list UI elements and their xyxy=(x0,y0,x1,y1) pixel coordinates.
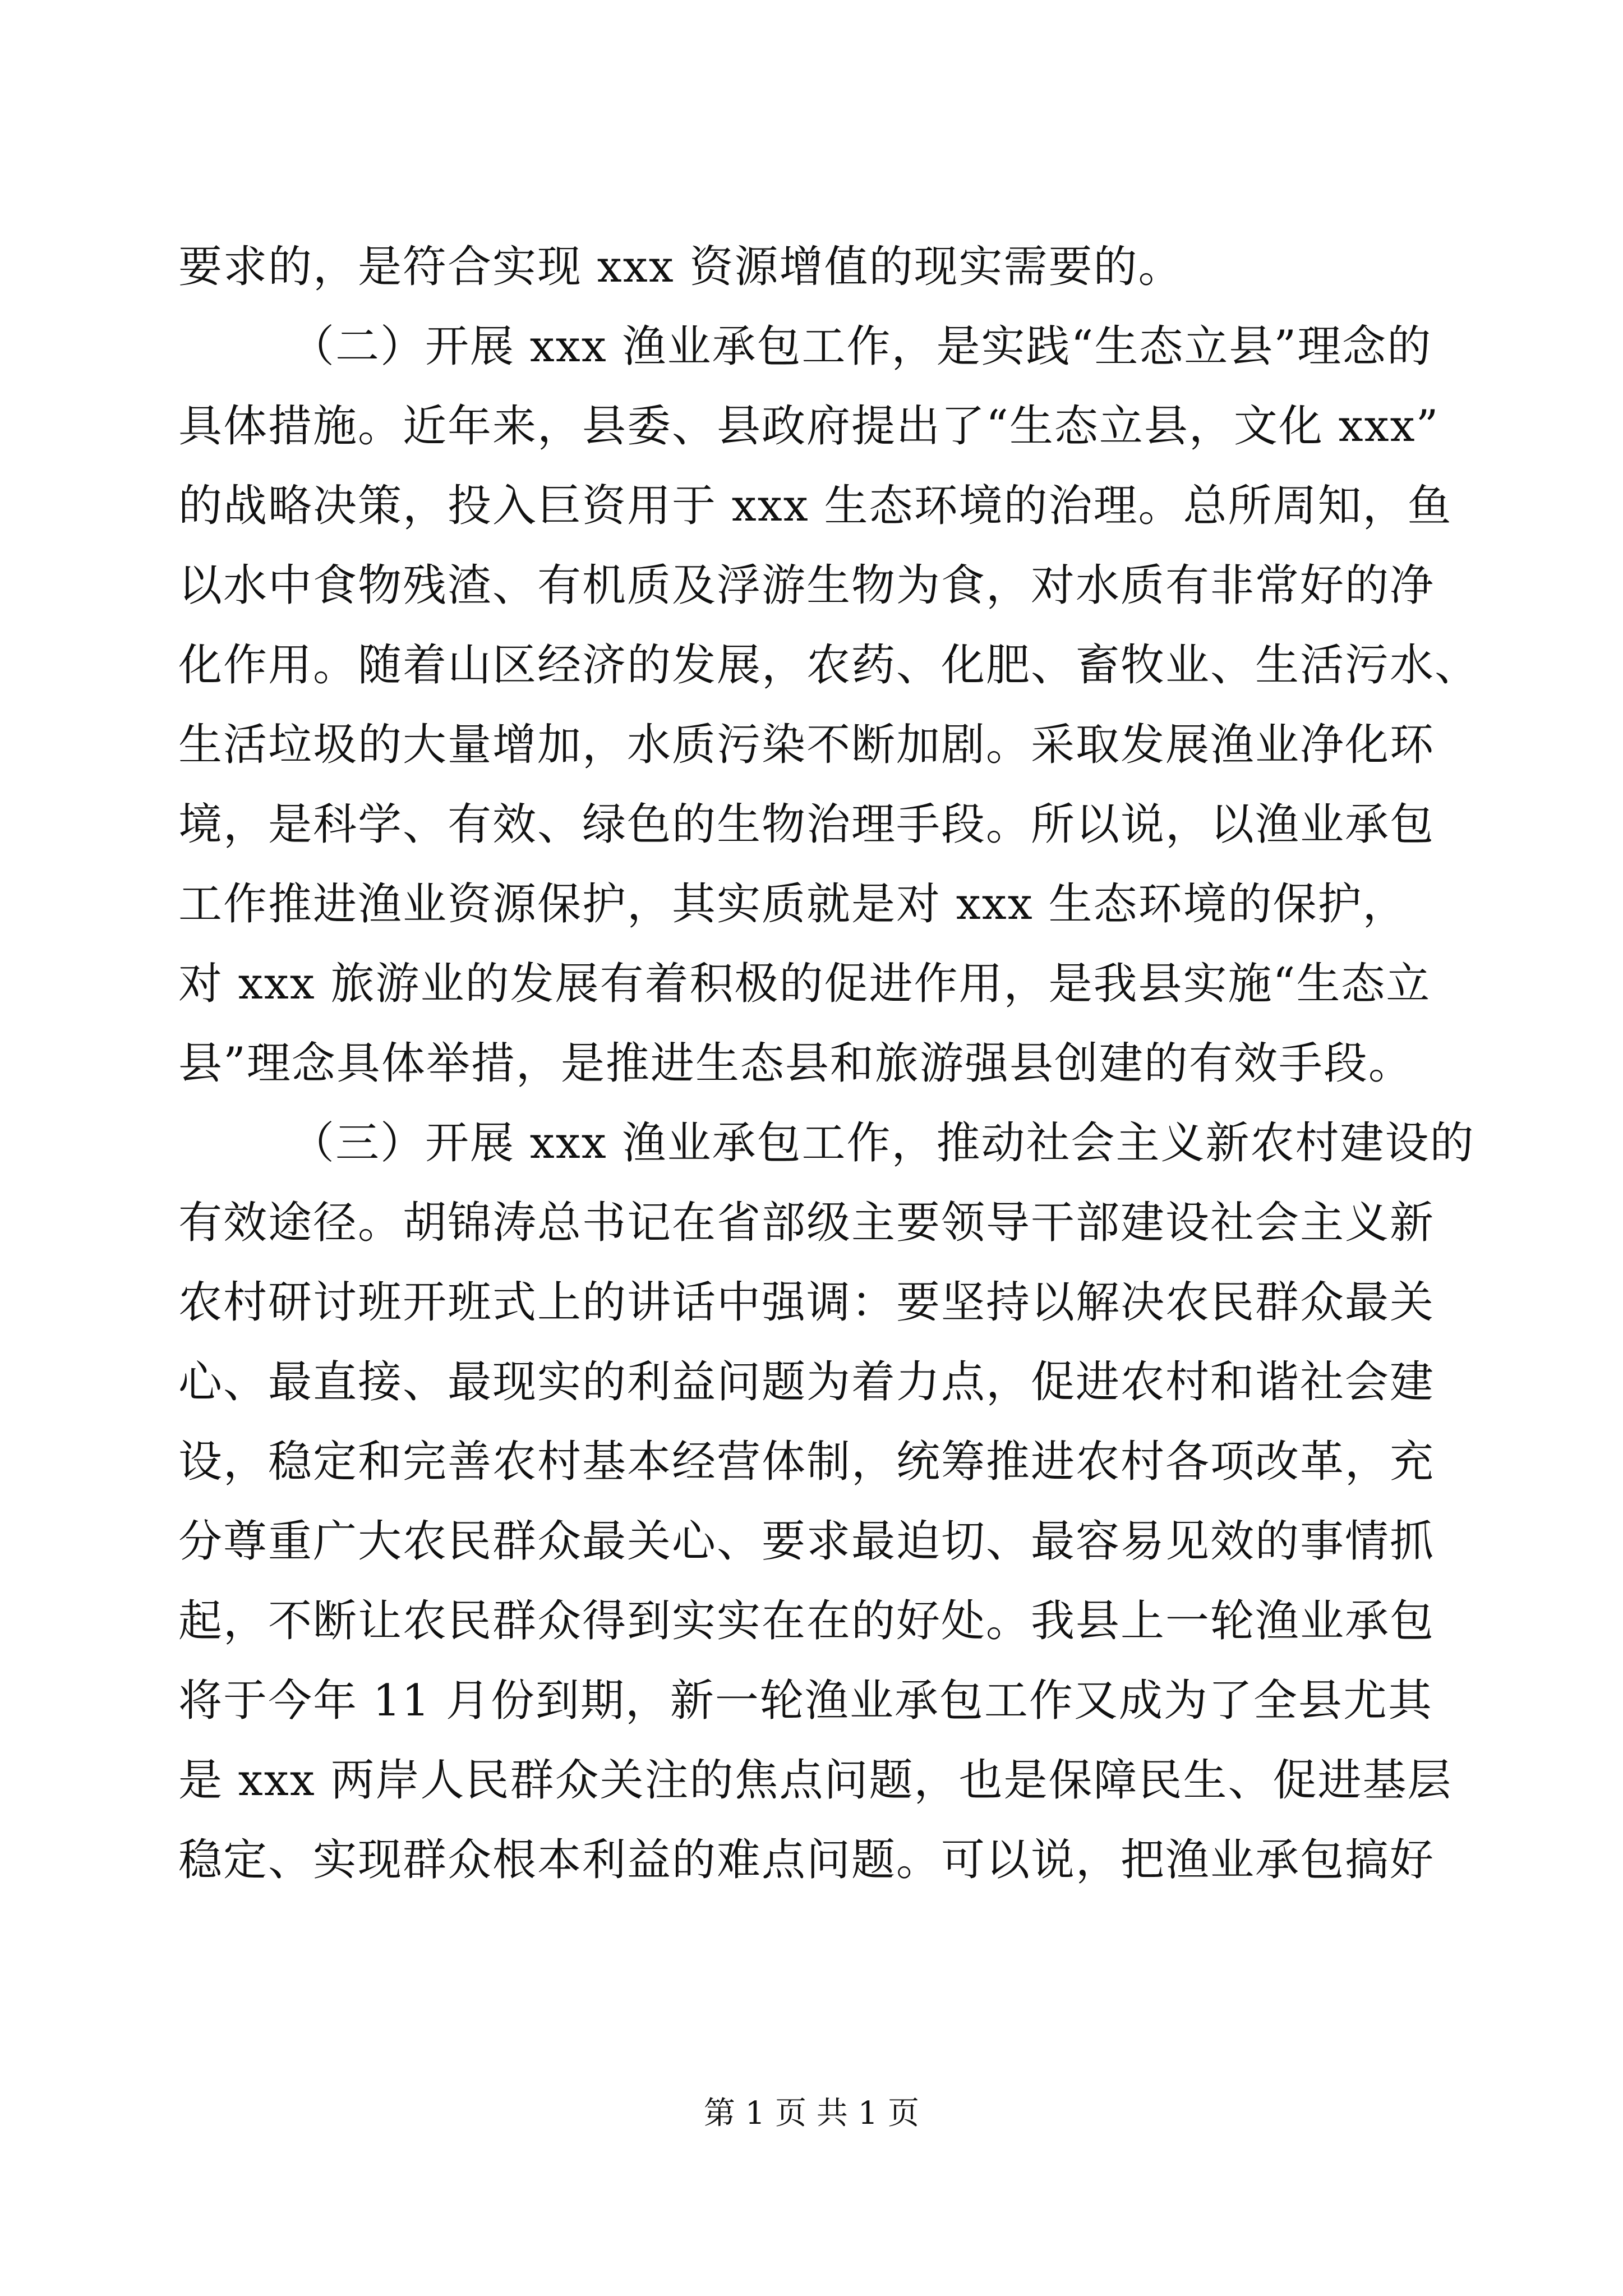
text-line: 化作用。随着山区经济的发展，农药、化肥、畜牧业、生活污水、 xyxy=(178,640,1480,691)
text-line: 将于今年 11 月份到期，新一轮渔业承包工作又成为了全县尤其 xyxy=(178,1676,1433,1726)
text-line: 对 xxx 旅游业的发展有着积极的促进作用，是我县实施“生态立 xyxy=(178,959,1431,1009)
document-body xyxy=(178,227,1480,1900)
text-line: 工作推进渔业资源保护，其实质就是对 xxx 生态环境的保护， xyxy=(178,879,1408,930)
text-line: 分尊重广大农民群众最关心、要求最迫切、最容易见效的事情抓 xyxy=(178,1516,1435,1567)
text-line: 稳定、实现群众根本利益的难点问题。可以说，把渔业承包搞好 xyxy=(178,1835,1435,1885)
text-line: 要求的，是符合实现 xxx 资源增值的现实需要的。 xyxy=(178,242,1183,292)
text-line: （三）开展 xxx 渔业承包工作，推动社会主义新农村建设的 xyxy=(291,1118,1475,1168)
text-line: 是 xxx 两岸人民群众关注的焦点问题，也是保障民生、促进基层 xyxy=(178,1755,1453,1806)
text-line: 的战略决策，投入巨资用于 xxx 生态环境的治理。总所周知，鱼 xyxy=(178,481,1453,531)
text-line: 以水中食物残渣、有机质及浮游生物为食，对水质有非常好的净 xyxy=(178,560,1435,611)
text-line: 具体措施。近年来，县委、县政府提出了“生态立县，文化 xxx” xyxy=(178,401,1440,452)
text-line: 境，是科学、有效、绿色的生物治理手段。所以说，以渔业承包 xyxy=(178,799,1435,850)
text-line: 有效途径。胡锦涛总书记在省部级主要领导干部建设社会主义新 xyxy=(178,1198,1435,1248)
text-line: （二）开展 xxx 渔业承包工作，是实践“生态立县”理念的 xyxy=(291,321,1432,372)
text-line: 心、最直接、最现实的利益问题为着力点，促进农村和谐社会建 xyxy=(178,1357,1435,1407)
text-line: 设，稳定和完善农村基本经营体制，统筹推进农村各项改革，充 xyxy=(178,1437,1435,1487)
text-line: 生活垃圾的大量增加，水质污染不断加剧。采取发展渔业净化环 xyxy=(178,720,1435,770)
text-line: 起，不断让农民群众得到实实在在的好处。我县上一轮渔业承包 xyxy=(178,1596,1435,1646)
page-footer: 第 1 页 共 1 页 xyxy=(703,2095,920,2132)
text-line: 农村研讨班开班式上的讲话中强调：要坚持以解决农民群众最关 xyxy=(178,1277,1435,1328)
text-line: 县”理念具体举措，是推进生态县和旅游强县创建的有效手段。 xyxy=(178,1038,1413,1089)
